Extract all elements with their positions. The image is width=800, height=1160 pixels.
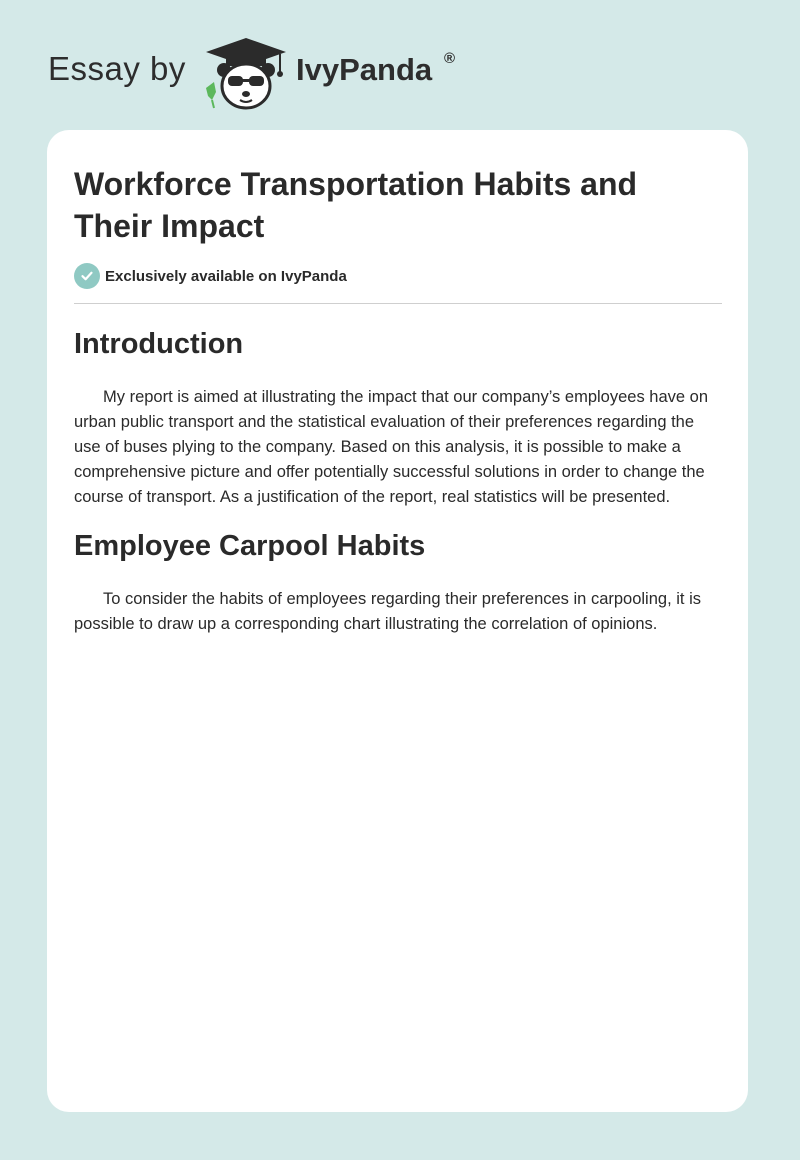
section-body-introduction: My report is aimed at illustrating the impact that our company’s employees have on urban public transport and the statistical evaluation of their preferences regarding the use of buses plying to the company. Based on this analysis, it is possible to make a comprehensive picture and offer potentially successful solutions in order to change the course of transport. As a justification of the report, real statistics will be presented. [74, 388, 708, 506]
section-body-carpool-habits: To consider the habits of employees regarding their preferences in carpooling, it is possible to draw up a corresponding chart illustrating the correlation of opinions. [74, 590, 701, 633]
section-heading-introduction: Introduction [74, 328, 244, 360]
registered-mark: ® [444, 50, 456, 67]
exclusive-badge-label: Exclusively available on IvyPanda [105, 267, 347, 285]
check-circle-icon [74, 263, 100, 289]
section-heading-carpool-habits: Employee Carpool Habits [74, 530, 426, 562]
title-divider [74, 303, 722, 304]
essay-card [47, 130, 748, 1112]
exclusive-badge [74, 263, 347, 289]
brand-prefix: Essay by [48, 50, 186, 87]
panda-logo-icon [200, 34, 292, 110]
site-header-brand[interactable] [48, 34, 508, 114]
essay-title: Workforce Transportation Habits and Their Impact [74, 166, 638, 244]
brand-name: IvyPanda [296, 52, 433, 87]
